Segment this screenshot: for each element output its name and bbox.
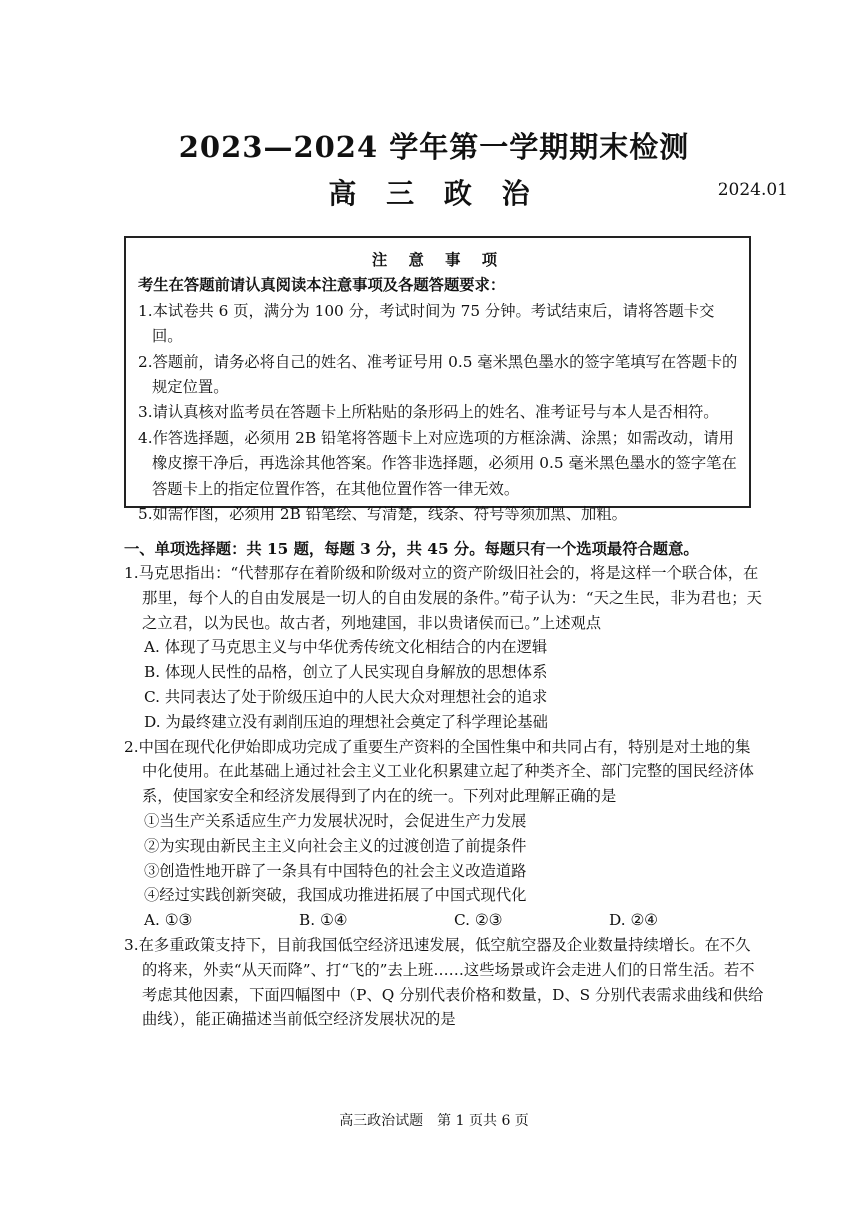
question-list bbox=[124, 561, 764, 1032]
notice-box bbox=[124, 236, 751, 524]
notice-item: 1.本试卷共 6 页，满分为 100 分，考试时间为 75 分钟。考试结束后，请将答题卡交回。 bbox=[138, 301, 715, 346]
question-stem: 3.在多重政策支持下，目前我国低空经济迅速发展，低空航空器及企业数量持续增长。在不久的将来，外卖“从天而降”、打“飞的”去上班……这些场景或许会走进人们的日常生活。若不考虑其他因素，下面四幅图中（P、Q 分别代表价格和数量，D、S 分别代表需求曲线和供给曲线），能正确描述当前低空经济发展状况的是 bbox=[124, 935, 764, 1029]
question-3 bbox=[124, 933, 764, 1032]
page-footer: 高三政治试题 第 1 页共 6 页 bbox=[339, 1113, 529, 1129]
exam-subject: 高 三 政 治 bbox=[328, 177, 540, 210]
exam-date: 2024.01 bbox=[717, 180, 788, 200]
notice-item: 4.作答选择题，必须用 2B 铅笔将答题卡上对应选项的方框涂满、涂黑；如需改动，请用橡皮擦干净后，再选涂其他答案。作答非选择题，必须用 0.5 毫米黑色墨水的签字笔在答题卡上的指定位置作答，在其他位置作答一律无效。 bbox=[138, 428, 737, 498]
option-a: A. ①③ bbox=[144, 911, 193, 930]
option-a: A. 体现了马克思主义与中华优秀传统文化相结合的内在逻辑 bbox=[144, 638, 548, 657]
statement-4: ④经过实践创新突破，我国成功推进拓展了中国式现代化 bbox=[144, 886, 527, 905]
statement-2: ②为实现由新民主主义向社会主义的过渡创造了前提条件 bbox=[144, 836, 527, 855]
option-d: D. ②④ bbox=[609, 911, 658, 930]
question-stem: 1.马克思指出：“代替那存在着阶级和阶级对立的资产阶级旧社会的，将是这样一个联合体，在那里，每个人的自由发展是一切人的自由发展的条件。”荀子认为：“天之生民，非为君也；天之立君，以为民也。故古者，列地建国，非以贵诸侯而已。”上述观点 bbox=[124, 564, 762, 632]
notice-item: 3.请认真核对监考员在答题卡上所粘贴的条形码上的姓名、准考证号与本人是否相符。 bbox=[138, 403, 719, 422]
question-1 bbox=[124, 561, 764, 735]
section-heading: 一、单项选择题：共 15 题，每题 3 分，共 45 分。每题只有一个选项最符合题意。 bbox=[124, 540, 699, 558]
notice-item: 5.如需作图，必须用 2B 铅笔绘、写清楚，线条、符号等须加黑、加粗。 bbox=[138, 505, 627, 524]
option-b: B. ①④ bbox=[299, 911, 348, 930]
question-stem: 2.中国在现代化伊始即成功完成了重要生产资料的全国性集中和共同占有，特别是对土地的集中化使用。在此基础上通过社会主义工业化积累建立起了种类齐全、部门完整的国民经济体系，使国家安全和经济发展得到了内在的统一。下列对此理解正确的是 bbox=[124, 737, 754, 806]
option-row bbox=[124, 908, 764, 933]
statement-1: ①当生产关系适应生产力发展状况时，会促进生产力发展 bbox=[144, 811, 527, 830]
option-d: D. 为最终建立没有剥削压迫的理想社会奠定了科学理论基础 bbox=[144, 712, 548, 731]
notice-item: 2.答题前，请务必将自己的姓名、准考证号用 0.5 毫米黑色墨水的签字笔填写在答题卡的规定位置。 bbox=[138, 352, 738, 397]
question-2 bbox=[124, 735, 764, 933]
option-b: B. 体现人民性的品格，创立了人民实现自身解放的思想体系 bbox=[144, 663, 548, 682]
option-c: C. ②③ bbox=[454, 911, 503, 930]
exam-title: 2023—2024 学年第一学期期末检测 bbox=[178, 130, 690, 164]
notice-heading: 注 意 事 项 bbox=[371, 251, 506, 269]
notice-lead: 考生在答题前请认真阅读本注意事项及各题答题要求： bbox=[138, 276, 506, 295]
statement-3: ③创造性地开辟了一条具有中国特色的社会主义改造道路 bbox=[144, 861, 527, 880]
option-c: C. 共同表达了处于阶级压迫中的人民大众对理想社会的追求 bbox=[144, 687, 548, 706]
